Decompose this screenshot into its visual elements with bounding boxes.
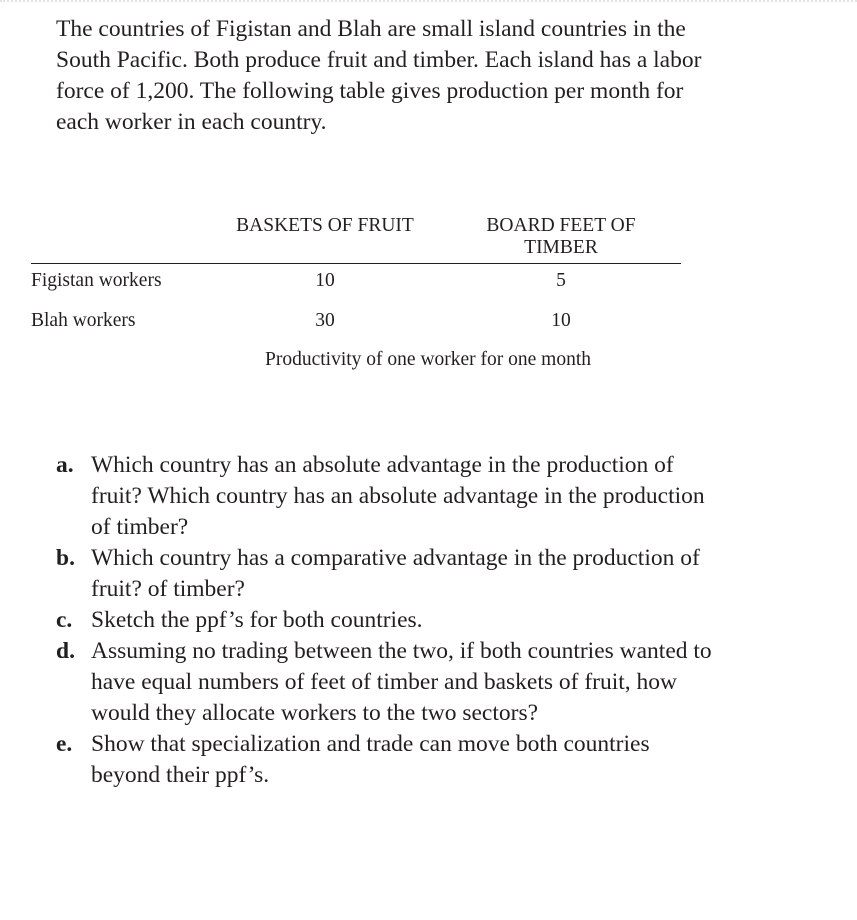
question-e (56, 729, 716, 791)
question-d (56, 636, 716, 729)
intro-text: The countries of Figistan and Blah are small island countries in the South Pacific. Both produce fruit and timber. Each island has a labor force of 1,200. The following table gives production per month for each worker in each country. (56, 16, 702, 135)
row-label: Blah workers (31, 310, 136, 331)
question-b (56, 543, 716, 605)
timber-value: 5 (556, 270, 566, 291)
question-list (56, 450, 716, 791)
question-letter: c. (56, 607, 73, 633)
question-text: Which country has an absolute advantage in the production of fruit? Which country has an absolute advantage in the production of timber? (91, 452, 705, 540)
question-letter: a. (56, 452, 74, 478)
fruit-value: 30 (315, 310, 335, 331)
question-letter: d. (56, 638, 75, 664)
intro-paragraph (56, 14, 706, 138)
question-text: Assuming no trading between the two, if both countries wanted to have equal numbers of feet of timber and baskets of fruit, how would they allocate workers to the two sectors? (91, 638, 712, 726)
question-letter: b. (56, 545, 75, 571)
question-c (56, 605, 716, 636)
fruit-value: 10 (315, 270, 335, 291)
column-header-timber: BOARD FEET OF TIMBER (486, 215, 636, 258)
question-text: Which country has a comparative advantage in the production of fruit? of timber? (91, 545, 700, 602)
question-text: Sketch the ppf’s for both countries. (91, 607, 423, 633)
table-caption: Productivity of one worker for one month (265, 349, 592, 370)
column-header-fruit: BASKETS OF FRUIT (236, 215, 414, 236)
question-a (56, 450, 716, 543)
header-rule (31, 263, 681, 264)
row-label: Figistan workers (31, 270, 162, 291)
question-text: Show that specialization and trade can move both countries beyond their ppf’s. (91, 731, 650, 788)
clipped-previous-line (0, 0, 857, 2)
question-letter: e. (56, 731, 73, 757)
timber-value: 10 (551, 310, 571, 331)
